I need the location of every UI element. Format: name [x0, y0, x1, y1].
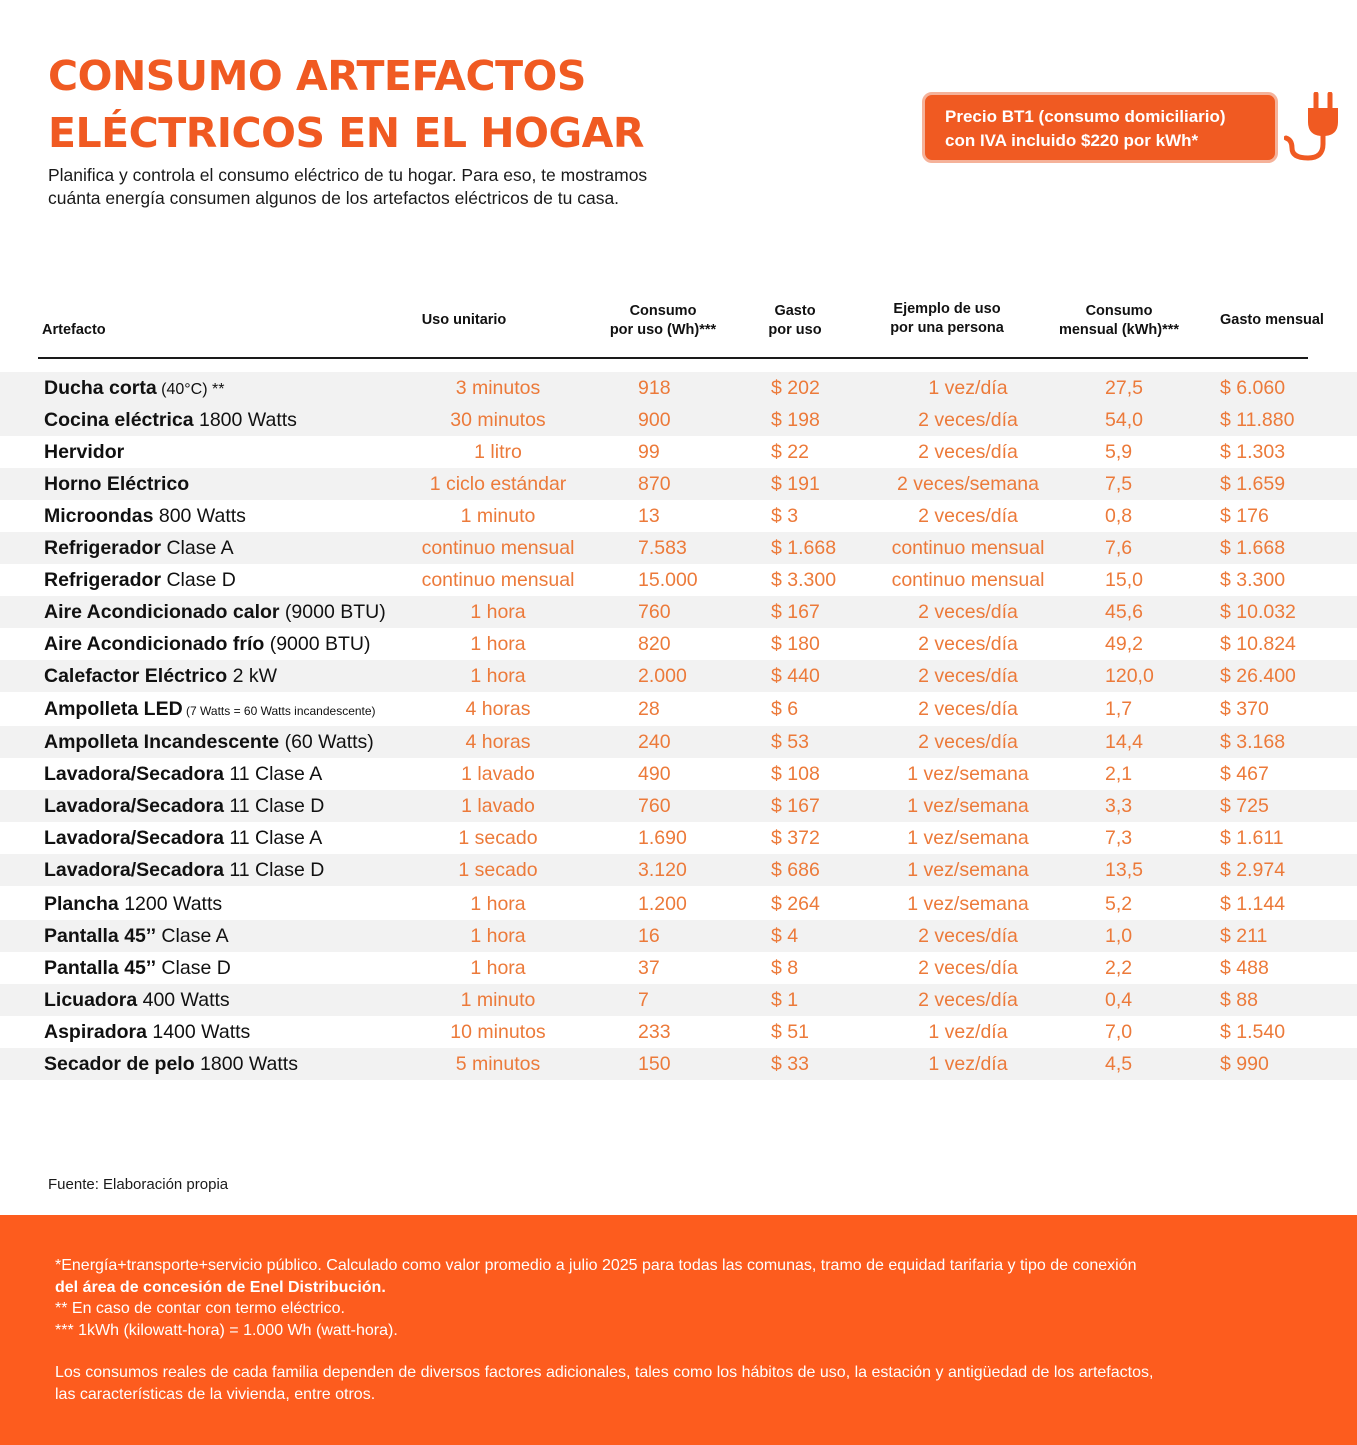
artefacto-name: Ducha corta	[44, 377, 157, 399]
table-row	[0, 404, 1357, 436]
cell-uso-unitario: 10 minutos	[450, 1021, 546, 1043]
cell-consumo-por-uso: 1.200	[638, 893, 687, 915]
cell-gasto-mensual: $ 6.060	[1220, 377, 1286, 399]
cell-gasto-por-uso: $ 440	[771, 665, 820, 687]
cell-uso-unitario: 1 hora	[470, 925, 526, 947]
page-subtitle	[48, 164, 748, 210]
cell-consumo-mensual: 5,2	[1105, 893, 1133, 915]
cell-gasto-mensual: $ 11.880	[1220, 409, 1295, 431]
artefacto-name: Pantalla 45’’	[44, 925, 157, 947]
header-consumo-por-uso	[598, 302, 728, 340]
artefacto-detail: 11 Clase A	[223, 827, 323, 849]
table-row	[0, 564, 1357, 596]
artefacto-detail: 800 Watts	[153, 505, 246, 527]
table-row	[0, 726, 1357, 758]
cell-uso-unitario: 1 minuto	[460, 989, 536, 1011]
cell-gasto-por-uso: $ 33	[771, 1053, 809, 1075]
cell-consumo-por-uso: 233	[638, 1021, 671, 1043]
artefacto-detail: (7 Watts = 60 Watts incandescente)	[182, 704, 376, 718]
artefacto-name: Pantalla 45’’	[44, 957, 157, 979]
artefacto-detail: 400 Watts	[137, 989, 230, 1011]
plug-icon	[1284, 92, 1344, 164]
cell-gasto-por-uso: $ 3.300	[771, 569, 837, 591]
cell-ejemplo-uso: 2 veces/día	[918, 633, 1018, 655]
cell-consumo-por-uso: 1.690	[638, 827, 687, 849]
header-consumo-mensual	[1044, 302, 1194, 340]
table-row	[0, 952, 1357, 984]
cell-gasto-mensual: $ 3.168	[1220, 731, 1286, 753]
cell-ejemplo-uso: 1 vez/día	[928, 377, 1008, 399]
cell-gasto-mensual: $ 1.540	[1220, 1021, 1286, 1043]
cell-ejemplo-uso: 1 vez/semana	[907, 893, 1029, 915]
table-row	[0, 628, 1357, 660]
cell-consumo-por-uso: 490	[638, 763, 671, 785]
artefacto-name: Cocina eléctrica	[44, 409, 194, 431]
table-header	[38, 296, 1324, 358]
artefacto-name: Lavadora/Secadora	[44, 795, 224, 817]
cell-consumo-mensual: 1,0	[1105, 925, 1133, 947]
cell-uso-unitario: 1 hora	[470, 601, 526, 623]
cell-gasto-mensual: $ 1.668	[1220, 537, 1286, 559]
cell-uso-unitario: 1 hora	[470, 893, 526, 915]
cell-consumo-mensual: 49,2	[1105, 633, 1143, 655]
cell-artefacto	[44, 628, 371, 660]
cell-consumo-mensual: 13,5	[1105, 859, 1143, 881]
cell-artefacto	[44, 436, 124, 468]
cell-artefacto	[44, 500, 246, 532]
artefacto-name: Lavadora/Secadora	[44, 763, 224, 785]
cell-uso-unitario: 3 minutos	[455, 377, 541, 399]
table-row	[0, 920, 1357, 952]
table-row	[0, 660, 1357, 692]
cell-gasto-por-uso: $ 108	[771, 763, 820, 785]
cell-gasto-por-uso: $ 3	[771, 505, 799, 527]
header-gasto-line-1: Gasto	[774, 303, 816, 319]
cell-uso-unitario: 1 lavado	[461, 795, 535, 817]
cell-gasto-por-uso: $ 198	[771, 409, 820, 431]
cell-gasto-por-uso: $ 180	[771, 633, 820, 655]
cell-gasto-mensual: $ 211	[1220, 925, 1268, 947]
table-row	[0, 693, 1357, 725]
cell-ejemplo-uso: 2 veces/día	[918, 989, 1018, 1011]
artefacto-detail: 1200 Watts	[118, 893, 223, 915]
cell-uso-unitario: 4 horas	[465, 731, 531, 753]
cell-artefacto	[44, 532, 234, 564]
header-uso-unitario: Uso unitario	[421, 312, 507, 328]
cell-consumo-por-uso: 7.583	[638, 537, 687, 559]
cell-gasto-por-uso: $ 22	[771, 441, 809, 463]
cell-consumo-por-uso: 240	[638, 731, 671, 753]
cell-ejemplo-uso: 1 vez/día	[928, 1021, 1008, 1043]
price-line-1: Precio BT1 (consumo domiciliario)	[945, 107, 1226, 126]
cell-ejemplo-uso: 2 veces/día	[918, 601, 1018, 623]
cell-gasto-mensual: $ 10.824	[1220, 633, 1296, 655]
artefacto-name: Hervidor	[44, 441, 125, 463]
artefacto-name: Aspiradora	[44, 1021, 147, 1043]
cell-gasto-por-uso: $ 191	[771, 473, 820, 495]
table-row	[0, 822, 1357, 854]
cell-consumo-por-uso: 99	[638, 441, 660, 463]
cell-ejemplo-uso: 1 vez/semana	[907, 827, 1029, 849]
artefacto-name: Ampolleta LED	[44, 698, 183, 720]
cell-consumo-por-uso: 3.120	[638, 859, 687, 881]
table-row	[0, 984, 1357, 1016]
cell-gasto-mensual: $ 3.300	[1220, 569, 1286, 591]
cell-ejemplo-uso: continuo mensual	[891, 569, 1045, 591]
cell-gasto-mensual: $ 2.974	[1220, 859, 1286, 881]
cell-gasto-por-uso: $ 372	[771, 827, 820, 849]
artefacto-detail: 11 Clase A	[223, 763, 323, 785]
artefacto-detail: 1800 Watts	[193, 409, 297, 431]
artefacto-name: Secador de pelo	[44, 1053, 195, 1075]
cell-artefacto	[44, 404, 297, 436]
cell-artefacto	[44, 1016, 250, 1048]
cell-artefacto	[44, 952, 231, 984]
cell-artefacto	[44, 790, 324, 822]
header-gasto-por-uso	[750, 302, 840, 340]
artefacto-name: Licuadora	[44, 989, 138, 1011]
page-title	[48, 48, 644, 162]
cell-ejemplo-uso: 2 veces/día	[918, 409, 1018, 431]
artefacto-name: Microondas	[44, 505, 154, 527]
cell-gasto-mensual: $ 1.659	[1220, 473, 1286, 495]
cell-ejemplo-uso: 2 veces/día	[918, 925, 1018, 947]
cell-artefacto	[44, 564, 236, 596]
cell-uso-unitario: continuo mensual	[421, 537, 575, 559]
cell-uso-unitario: 1 hora	[470, 957, 526, 979]
cell-consumo-mensual: 3,3	[1105, 795, 1133, 817]
cell-consumo-mensual: 1,7	[1105, 698, 1133, 720]
cell-consumo-mensual: 120,0	[1105, 665, 1154, 687]
cell-ejemplo-uso: continuo mensual	[891, 537, 1045, 559]
artefacto-name: Ampolleta Incandescente	[44, 731, 280, 753]
table-row	[0, 758, 1357, 790]
cell-consumo-mensual: 7,0	[1105, 1021, 1133, 1043]
cell-artefacto	[44, 468, 189, 500]
cell-gasto-mensual: $ 1.303	[1220, 441, 1286, 463]
cell-ejemplo-uso: 1 vez/día	[928, 1053, 1008, 1075]
artefacto-name: Horno Eléctrico	[44, 473, 190, 495]
cell-consumo-mensual: 2,2	[1105, 957, 1133, 979]
cell-consumo-mensual: 54,0	[1105, 409, 1143, 431]
footnote-1b: del área de concesión de Enel Distribución.	[55, 1278, 386, 1296]
cell-gasto-por-uso: $ 4	[771, 925, 799, 947]
cell-consumo-mensual: 0,8	[1105, 505, 1133, 527]
artefacto-detail: 11 Clase D	[223, 859, 325, 881]
artefacto-name: Refrigerador	[44, 537, 162, 559]
artefacto-detail: (9000 BTU)	[279, 601, 386, 623]
footnote-2: ** En caso de contar con termo eléctrico.	[55, 1300, 345, 1317]
cell-ejemplo-uso: 2 veces/semana	[897, 473, 1039, 495]
header-ejemplo-line-1: Ejemplo de uso	[893, 301, 1001, 317]
cell-gasto-mensual: $ 488	[1220, 957, 1269, 979]
cell-gasto-mensual: $ 1.144	[1220, 893, 1286, 915]
cell-gasto-por-uso: $ 8	[771, 957, 799, 979]
artefacto-detail: (9000 BTU)	[264, 633, 371, 655]
cell-consumo-mensual: 27,5	[1105, 377, 1143, 399]
cell-consumo-mensual: 4,5	[1105, 1053, 1133, 1075]
header-ejemplo-uso	[872, 300, 1022, 338]
cell-artefacto	[44, 660, 277, 692]
artefacto-name: Lavadora/Secadora	[44, 859, 224, 881]
cell-uso-unitario: 1 minuto	[460, 505, 536, 527]
cell-artefacto	[44, 984, 230, 1016]
cell-gasto-por-uso: $ 686	[771, 859, 820, 881]
cell-gasto-por-uso: $ 53	[771, 731, 809, 753]
header-consumo-line-2: por uso (Wh)***	[609, 322, 717, 338]
cell-artefacto	[44, 758, 322, 790]
table-row	[0, 1016, 1357, 1048]
cell-gasto-mensual: $ 467	[1220, 763, 1269, 785]
cell-consumo-por-uso: 15.000	[638, 569, 698, 591]
artefacto-detail: 2 kW	[227, 665, 277, 687]
cell-consumo-mensual: 0,4	[1105, 989, 1133, 1011]
artefacto-detail: (60 Watts)	[279, 731, 374, 753]
cell-consumo-por-uso: 918	[638, 377, 671, 399]
source-note: Fuente: Elaboración propia	[48, 1176, 229, 1193]
cell-gasto-mensual: $ 990	[1220, 1053, 1269, 1075]
cell-gasto-mensual: $ 370	[1220, 698, 1269, 720]
table-row	[0, 372, 1357, 404]
cell-consumo-mensual: 5,9	[1105, 441, 1133, 463]
cell-uso-unitario: 1 secado	[458, 859, 538, 881]
subtitle-line-2: cuánta energía consumen algunos de los artefactos eléctricos de tu casa.	[48, 188, 620, 208]
artefacto-name: Calefactor Eléctrico	[44, 665, 228, 687]
footnote-3: *** 1kWh (kilowatt-hora) = 1.000 Wh (watt-hora).	[55, 1321, 398, 1339]
header-mensual-line-2: mensual (kWh)***	[1058, 322, 1180, 338]
cell-artefacto	[44, 920, 229, 952]
cell-consumo-mensual: 15,0	[1105, 569, 1143, 591]
cell-artefacto	[44, 1048, 298, 1080]
cell-artefacto	[44, 596, 386, 628]
header-ejemplo-line-2: por una persona	[890, 320, 1004, 336]
cell-ejemplo-uso: 2 veces/día	[918, 441, 1018, 463]
artefacto-name: Aire Acondicionado frío	[44, 633, 265, 655]
cell-ejemplo-uso: 1 vez/semana	[907, 763, 1029, 785]
cell-uso-unitario: 1 hora	[470, 633, 526, 655]
cell-consumo-mensual: 45,6	[1105, 601, 1143, 623]
artefacto-name: Plancha	[44, 893, 119, 915]
artefacto-detail: 11 Clase D	[223, 795, 325, 817]
artefacto-detail: (40°C) **	[156, 381, 225, 398]
cell-consumo-mensual: 7,6	[1105, 537, 1133, 559]
cell-gasto-mensual: $ 176	[1220, 505, 1269, 527]
header-mensual-line-1: Consumo	[1085, 303, 1153, 319]
artefacto-detail: Clase A	[161, 537, 234, 559]
cell-consumo-por-uso: 37	[638, 957, 660, 979]
price-callout	[922, 92, 1278, 163]
cell-consumo-mensual: 7,5	[1105, 473, 1133, 495]
table-row	[0, 500, 1357, 532]
cell-consumo-por-uso: 28	[638, 698, 660, 720]
cell-consumo-por-uso: 760	[638, 601, 671, 623]
page-title-line-2: ELÉCTRICOS EN EL HOGAR	[48, 109, 644, 157]
cell-gasto-por-uso: $ 167	[771, 795, 820, 817]
cell-ejemplo-uso: 2 veces/día	[918, 505, 1018, 527]
header-gasto-line-2: por uso	[768, 322, 822, 338]
table-row	[0, 854, 1357, 886]
subtitle-line-1: Planifica y controla el consumo eléctrico de tu hogar. Para eso, te mostramos	[48, 165, 648, 185]
cell-gasto-por-uso: $ 264	[771, 893, 820, 915]
footnotes-panel	[0, 1215, 1357, 1445]
cell-uso-unitario: 1 ciclo estándar	[429, 473, 567, 495]
header-divider	[38, 357, 1308, 359]
cell-consumo-mensual: 2,1	[1105, 763, 1133, 785]
cell-artefacto	[44, 372, 224, 406]
table-row	[0, 596, 1357, 628]
cell-ejemplo-uso: 1 vez/semana	[907, 795, 1029, 817]
footnote-1a: *Energía+transporte+servicio público. Calculado como valor promedio a julio 2025 para todas las comunas, tramo de equidad tarifaria y tipo de conexión	[55, 1257, 1137, 1274]
price-line-2: con IVA incluido $220 por kWh*	[945, 131, 1199, 150]
table-row	[0, 888, 1357, 920]
cell-uso-unitario: 1 secado	[458, 827, 538, 849]
cell-consumo-por-uso: 760	[638, 795, 671, 817]
cell-uso-unitario: 1 hora	[470, 665, 526, 687]
cell-consumo-por-uso: 820	[638, 633, 671, 655]
artefacto-detail: Clase A	[156, 925, 229, 947]
cell-ejemplo-uso: 1 vez/semana	[907, 859, 1029, 881]
cell-uso-unitario: 1 litro	[474, 441, 522, 463]
artefacto-name: Aire Acondicionado calor	[44, 601, 280, 623]
artefacto-detail: 1400 Watts	[146, 1021, 251, 1043]
header-artefacto: Artefacto	[42, 322, 106, 338]
table-row	[0, 468, 1357, 500]
cell-artefacto	[44, 693, 376, 727]
cell-gasto-mensual: $ 10.032	[1220, 601, 1296, 623]
table-row	[0, 436, 1357, 468]
cell-gasto-mensual: $ 88	[1220, 989, 1258, 1011]
cell-consumo-mensual: 14,4	[1105, 731, 1143, 753]
artefacto-name: Lavadora/Secadora	[44, 827, 224, 849]
cell-gasto-por-uso: $ 1.668	[771, 537, 837, 559]
cell-artefacto	[44, 854, 324, 886]
cell-gasto-mensual: $ 26.400	[1220, 665, 1296, 687]
cell-uso-unitario: continuo mensual	[421, 569, 575, 591]
artefacto-name: Refrigerador	[44, 569, 162, 591]
cell-gasto-por-uso: $ 6	[771, 698, 799, 720]
cell-consumo-por-uso: 7	[638, 989, 649, 1011]
cell-artefacto	[44, 822, 322, 854]
cell-gasto-mensual: $ 725	[1220, 795, 1269, 817]
cell-gasto-por-uso: $ 51	[771, 1021, 809, 1043]
cell-uso-unitario: 1 lavado	[461, 763, 535, 785]
cell-gasto-por-uso: $ 202	[771, 377, 820, 399]
cell-uso-unitario: 5 minutos	[455, 1053, 541, 1075]
cell-ejemplo-uso: 2 veces/día	[918, 957, 1018, 979]
cell-consumo-por-uso: 150	[638, 1053, 671, 1075]
cell-ejemplo-uso: 2 veces/día	[918, 698, 1018, 720]
footnote-4a: Los consumos reales de cada familia dependen de diversos factores adicionales, tales como los hábitos de uso, la estación y antigüedad de los artefactos,	[55, 1364, 1154, 1381]
cell-uso-unitario: 30 minutos	[450, 409, 546, 431]
cell-ejemplo-uso: 2 veces/día	[918, 665, 1018, 687]
table-row	[0, 532, 1357, 564]
header-consumo-line-1: Consumo	[629, 303, 697, 319]
cell-consumo-por-uso: 13	[638, 505, 660, 527]
cell-consumo-por-uso: 870	[638, 473, 671, 495]
cell-gasto-por-uso: $ 167	[771, 601, 820, 623]
cell-gasto-mensual: $ 1.611	[1220, 827, 1284, 849]
artefacto-detail: Clase D	[161, 569, 236, 591]
artefacto-detail: 1800 Watts	[194, 1053, 298, 1075]
cell-consumo-por-uso: 2.000	[638, 665, 687, 687]
cell-gasto-por-uso: $ 1	[771, 989, 799, 1011]
page-title-line-1: CONSUMO ARTEFACTOS	[48, 52, 586, 100]
cell-ejemplo-uso: 2 veces/día	[918, 731, 1018, 753]
cell-artefacto	[44, 726, 374, 758]
cell-uso-unitario: 4 horas	[465, 698, 531, 720]
cell-consumo-mensual: 7,3	[1105, 827, 1133, 849]
artefacto-detail: Clase D	[156, 957, 231, 979]
table-row	[0, 1048, 1357, 1080]
table-row	[0, 790, 1357, 822]
cell-consumo-por-uso: 900	[638, 409, 671, 431]
footnote-4b: las características de la vivienda, entre otros.	[55, 1385, 376, 1403]
cell-consumo-por-uso: 16	[638, 925, 660, 947]
cell-artefacto	[44, 888, 222, 920]
header-gasto-mensual: Gasto mensual	[1220, 312, 1324, 328]
